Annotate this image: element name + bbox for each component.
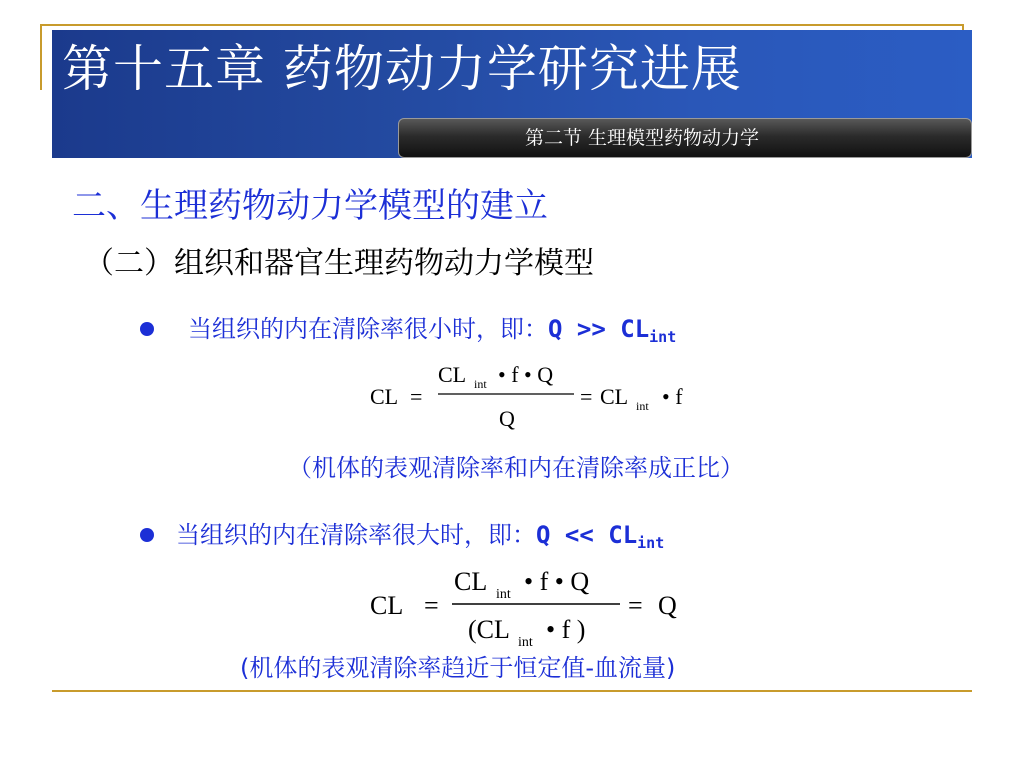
bullet-2-note: (机体的表观清除率趋近于恒定值-血流量) xyxy=(240,654,676,682)
formula-1-numerator-rest: • f • Q xyxy=(498,362,554,387)
formula-1-lhs: CL xyxy=(370,384,399,409)
section-tab-label: 第二节 生理模型药物动力学 xyxy=(525,127,760,149)
chapter-title: 第十五章 药物动力学研究进展 xyxy=(62,40,742,98)
formula-2 xyxy=(360,562,700,652)
bullet-2-text xyxy=(176,519,664,559)
formula-2-denominator-rest: • f ) xyxy=(546,615,586,644)
bullet-1-text xyxy=(188,313,676,353)
bullet-2-condition: Q << CL xyxy=(536,521,638,549)
formula-1-denominator: Q xyxy=(499,406,515,431)
bottom-divider xyxy=(52,690,972,692)
formula-2-denominator-subscript: int xyxy=(518,635,533,650)
header-frame-top-line xyxy=(40,24,964,26)
formula-2-lhs: CL xyxy=(370,591,404,620)
bullet-1-lead: 当组织的内在清除率很小时，即： xyxy=(188,315,548,343)
bullet-dot xyxy=(140,528,154,542)
formula-1-rhs-subscript: int xyxy=(636,399,649,413)
section-tab xyxy=(398,118,972,158)
formula-1-rhs: CL xyxy=(600,384,629,409)
formula-2-denominator: (CL xyxy=(468,615,510,644)
formula-1-rhs-rest: • f xyxy=(662,384,683,409)
formula-1-numerator-subscript: int xyxy=(474,377,487,391)
bullet-1-condition: Q >> CL xyxy=(548,315,650,343)
formula-2-equals: = xyxy=(424,591,439,620)
bullet-2-lead: 当组织的内在清除率很大时，即： xyxy=(176,521,536,549)
formula-1-equals: = xyxy=(410,384,423,409)
bullet-2-condition-subscript: int xyxy=(637,534,665,552)
subsection-heading: （二）组织和器官生理药物动力学模型 xyxy=(84,246,594,281)
formula-2-numerator-subscript: int xyxy=(496,587,511,602)
header-frame-left-line xyxy=(40,24,42,90)
formula-2-equals-2: = xyxy=(628,591,643,620)
formula-1 xyxy=(360,356,720,436)
bullet-dot xyxy=(140,322,154,336)
formula-2-numerator: CL xyxy=(454,567,488,596)
section-heading: 二、生理药物动力学模型的建立 xyxy=(72,186,548,226)
bullet-1-condition-subscript: int xyxy=(649,328,677,346)
bullet-1-note: （机体的表观清除率和内在清除率成正比） xyxy=(288,454,744,482)
formula-1-equals-2: = xyxy=(580,384,593,409)
formula-1-numerator: CL xyxy=(438,362,467,387)
formula-2-rhs: Q xyxy=(658,591,677,620)
formula-2-numerator-rest: • f • Q xyxy=(524,567,590,596)
